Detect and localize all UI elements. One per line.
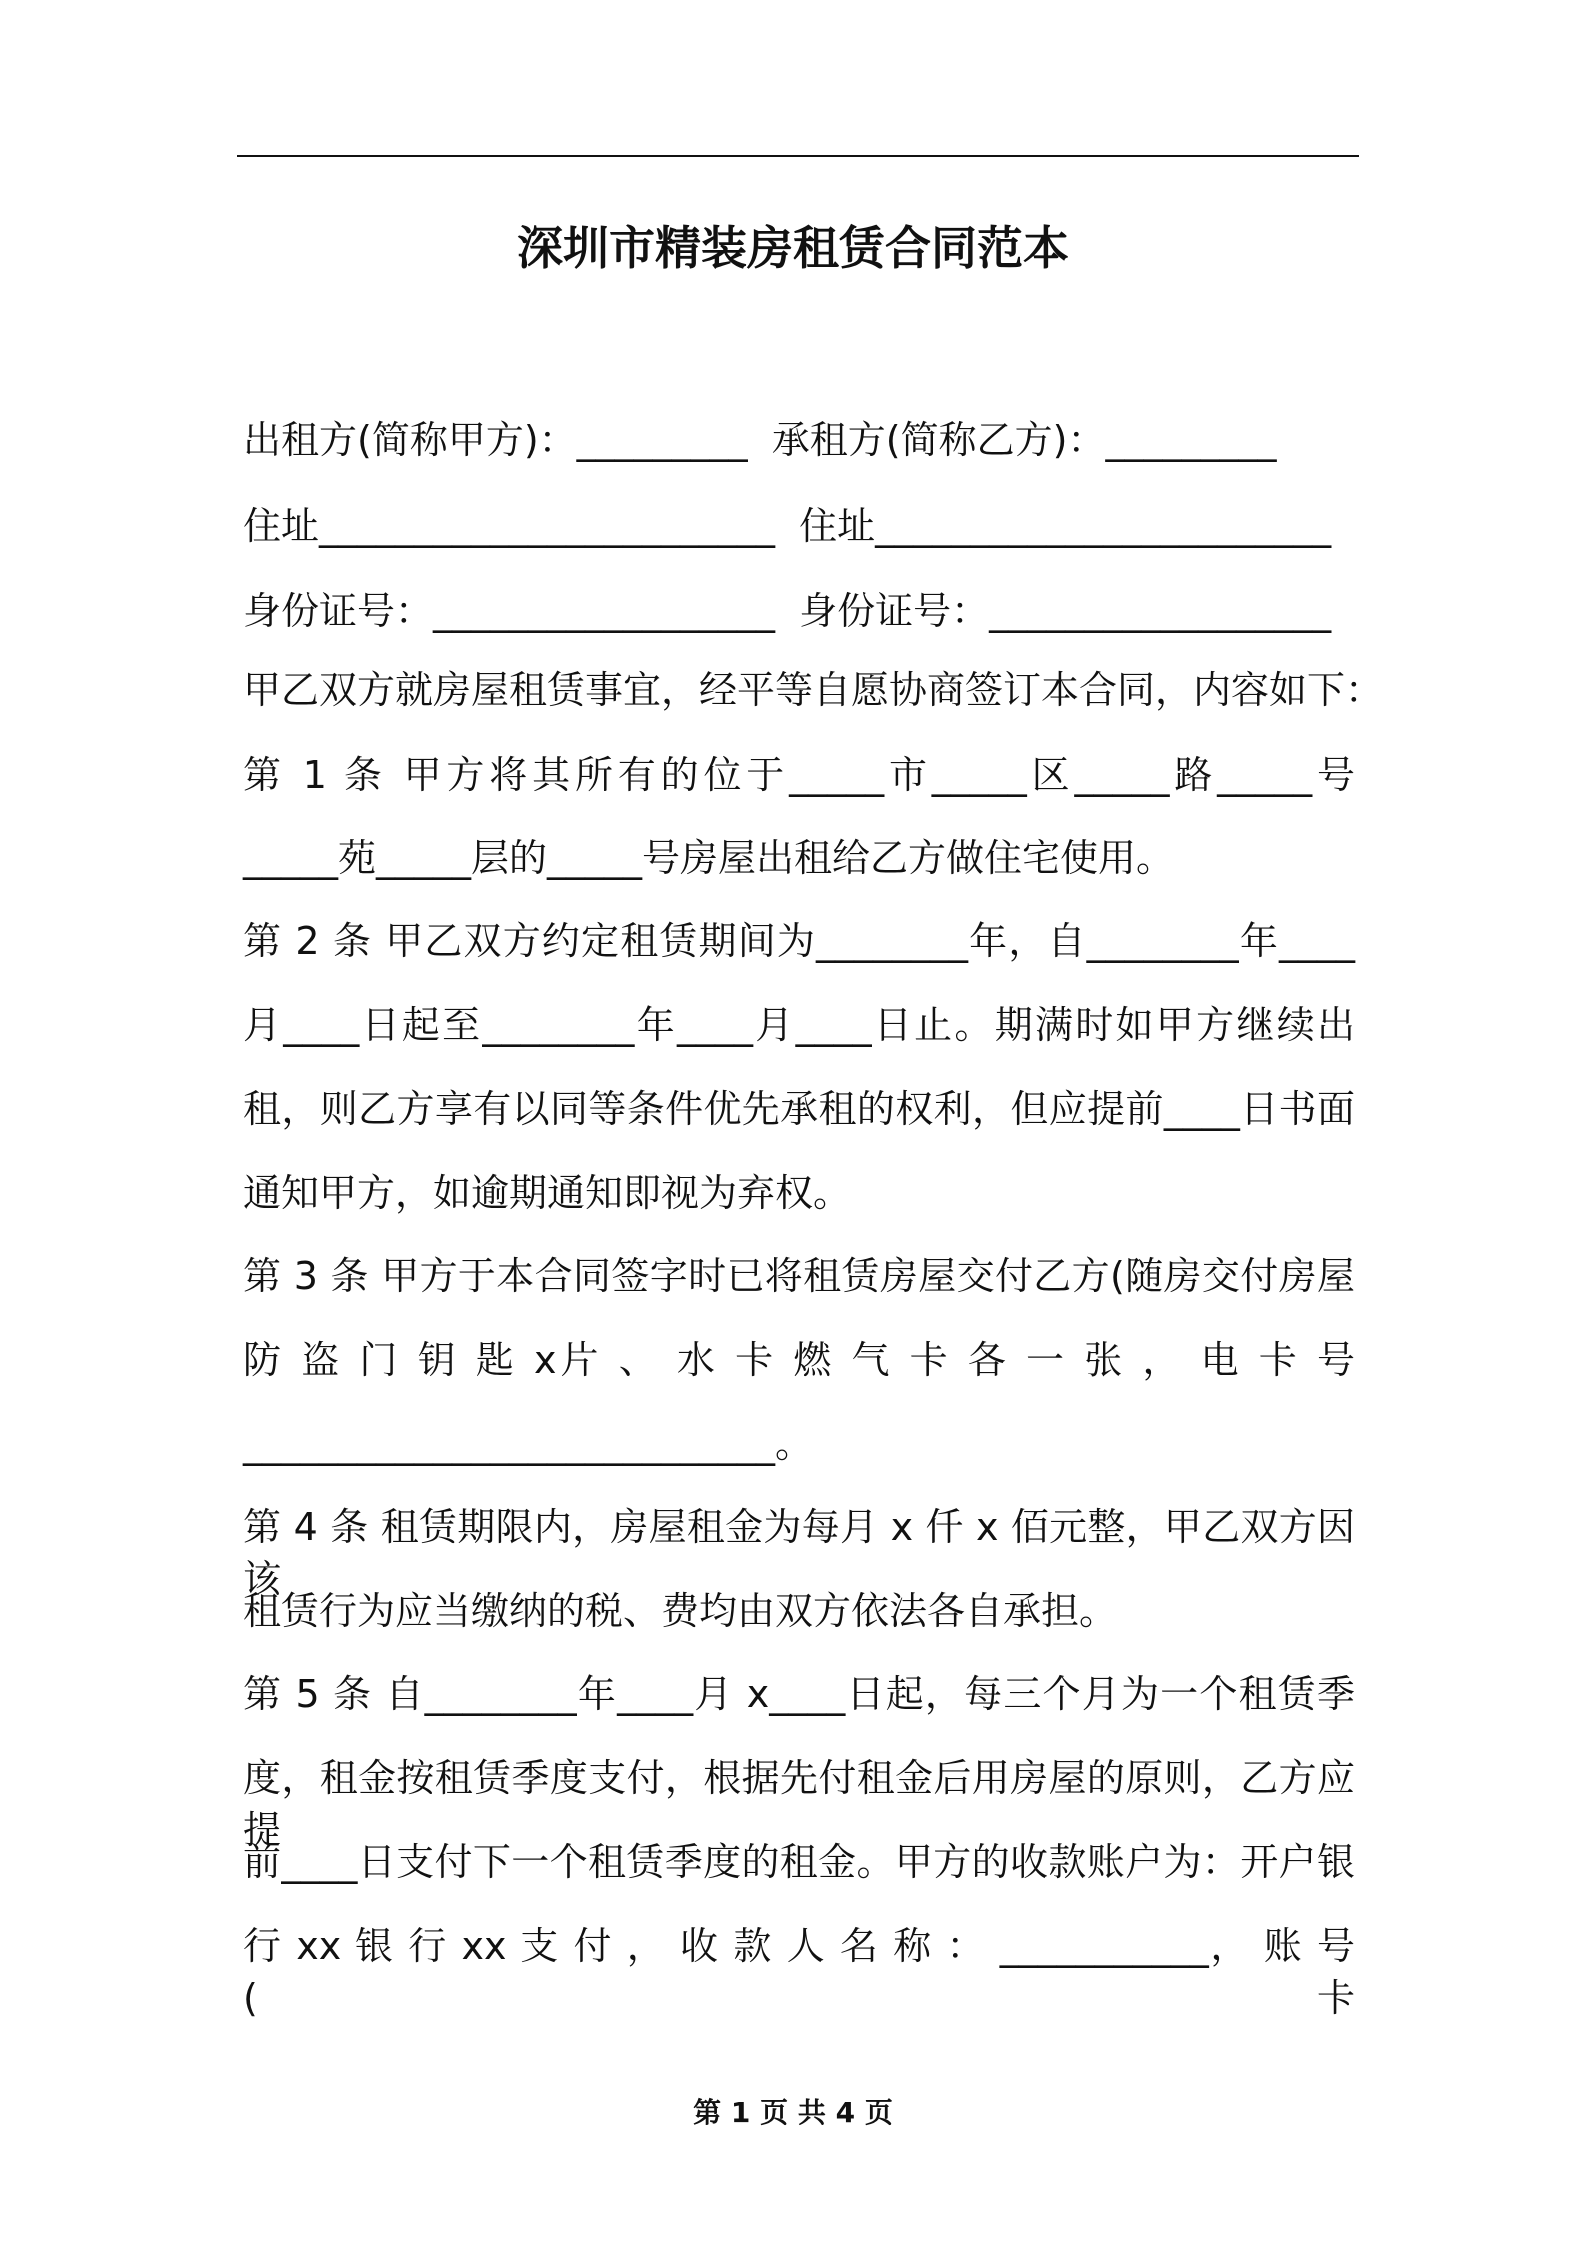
article-5-line-3: 前____日支付下一个租赁季度的租金。甲方的收款账户为：开户银 [243,1840,1355,1884]
article-2-line-3: 租，则乙方享有以同等条件优先承租的权利，但应提前____日书面 [243,1087,1355,1131]
article-5-line-4: 行 xx 银 行 xx 支 付 ， 收 款 人 名 称 ： ___________， 账 号 (卡 [243,1924,1355,2020]
article-5-line-2: 度，租金按租赁季度支付，根据先付租金后用房屋的原则，乙方应提 [243,1756,1355,1852]
article-3-line-1: 第 3 条 甲方于本合同签字时已将租赁房屋交付乙方(随房交付房屋 [243,1254,1355,1298]
article-3-line-3: ____________________________。 [243,1422,814,1466]
header-rule [237,155,1359,157]
id-number-line: 身份证号：__________________ 身份证号：__________________ [243,589,1332,633]
article-1-line-2: _____苑_____层的_____号房屋出租给乙方做住宅使用。 [243,836,1175,880]
party-names-line: 出租方(简称甲方)：_________ 承租方(简称乙方)：_________ [243,418,1277,462]
article-3-line-2: 防 盗 门 钥 匙 x片 、 水 卡 燃 气 卡 各 一 张 ， 电 卡 号 [243,1338,1355,1382]
article-4-line-1: 第 4 条 租赁期限内，房屋租金为每月 x 仟 x 佰元整，甲乙双方因该 [243,1505,1355,1601]
article-5-line-1: 第 5 条 自________年____月 x____日起，每三个月为一个租赁季 [243,1672,1355,1716]
article-2-line-1: 第 2 条 甲乙双方约定租赁期间为________年，自________年____ [243,919,1355,963]
article-4-line-2: 租赁行为应当缴纳的税、费均由双方依法各自承担。 [243,1589,1118,1633]
intro-line: 甲乙双方就房屋租赁事宜，经平等自愿协商签订本合同，内容如下： [243,668,1384,712]
document-title: 深圳市精装房租赁合同范本 [517,221,1069,275]
article-2-line-4: 通知甲方，如逾期通知即视为弃权。 [243,1171,852,1215]
address-line: 住址________________________ 住址________________________ [243,504,1332,548]
article-1-line-1: 第 1 条 甲方将其所有的位于_____市_____区_____路_____号 [243,753,1355,797]
article-2-line-2: 月____日起至________年____月____日止。期满时如甲方继续出 [243,1003,1355,1047]
page-footer: 第 1 页 共 4 页 [693,2096,893,2129]
